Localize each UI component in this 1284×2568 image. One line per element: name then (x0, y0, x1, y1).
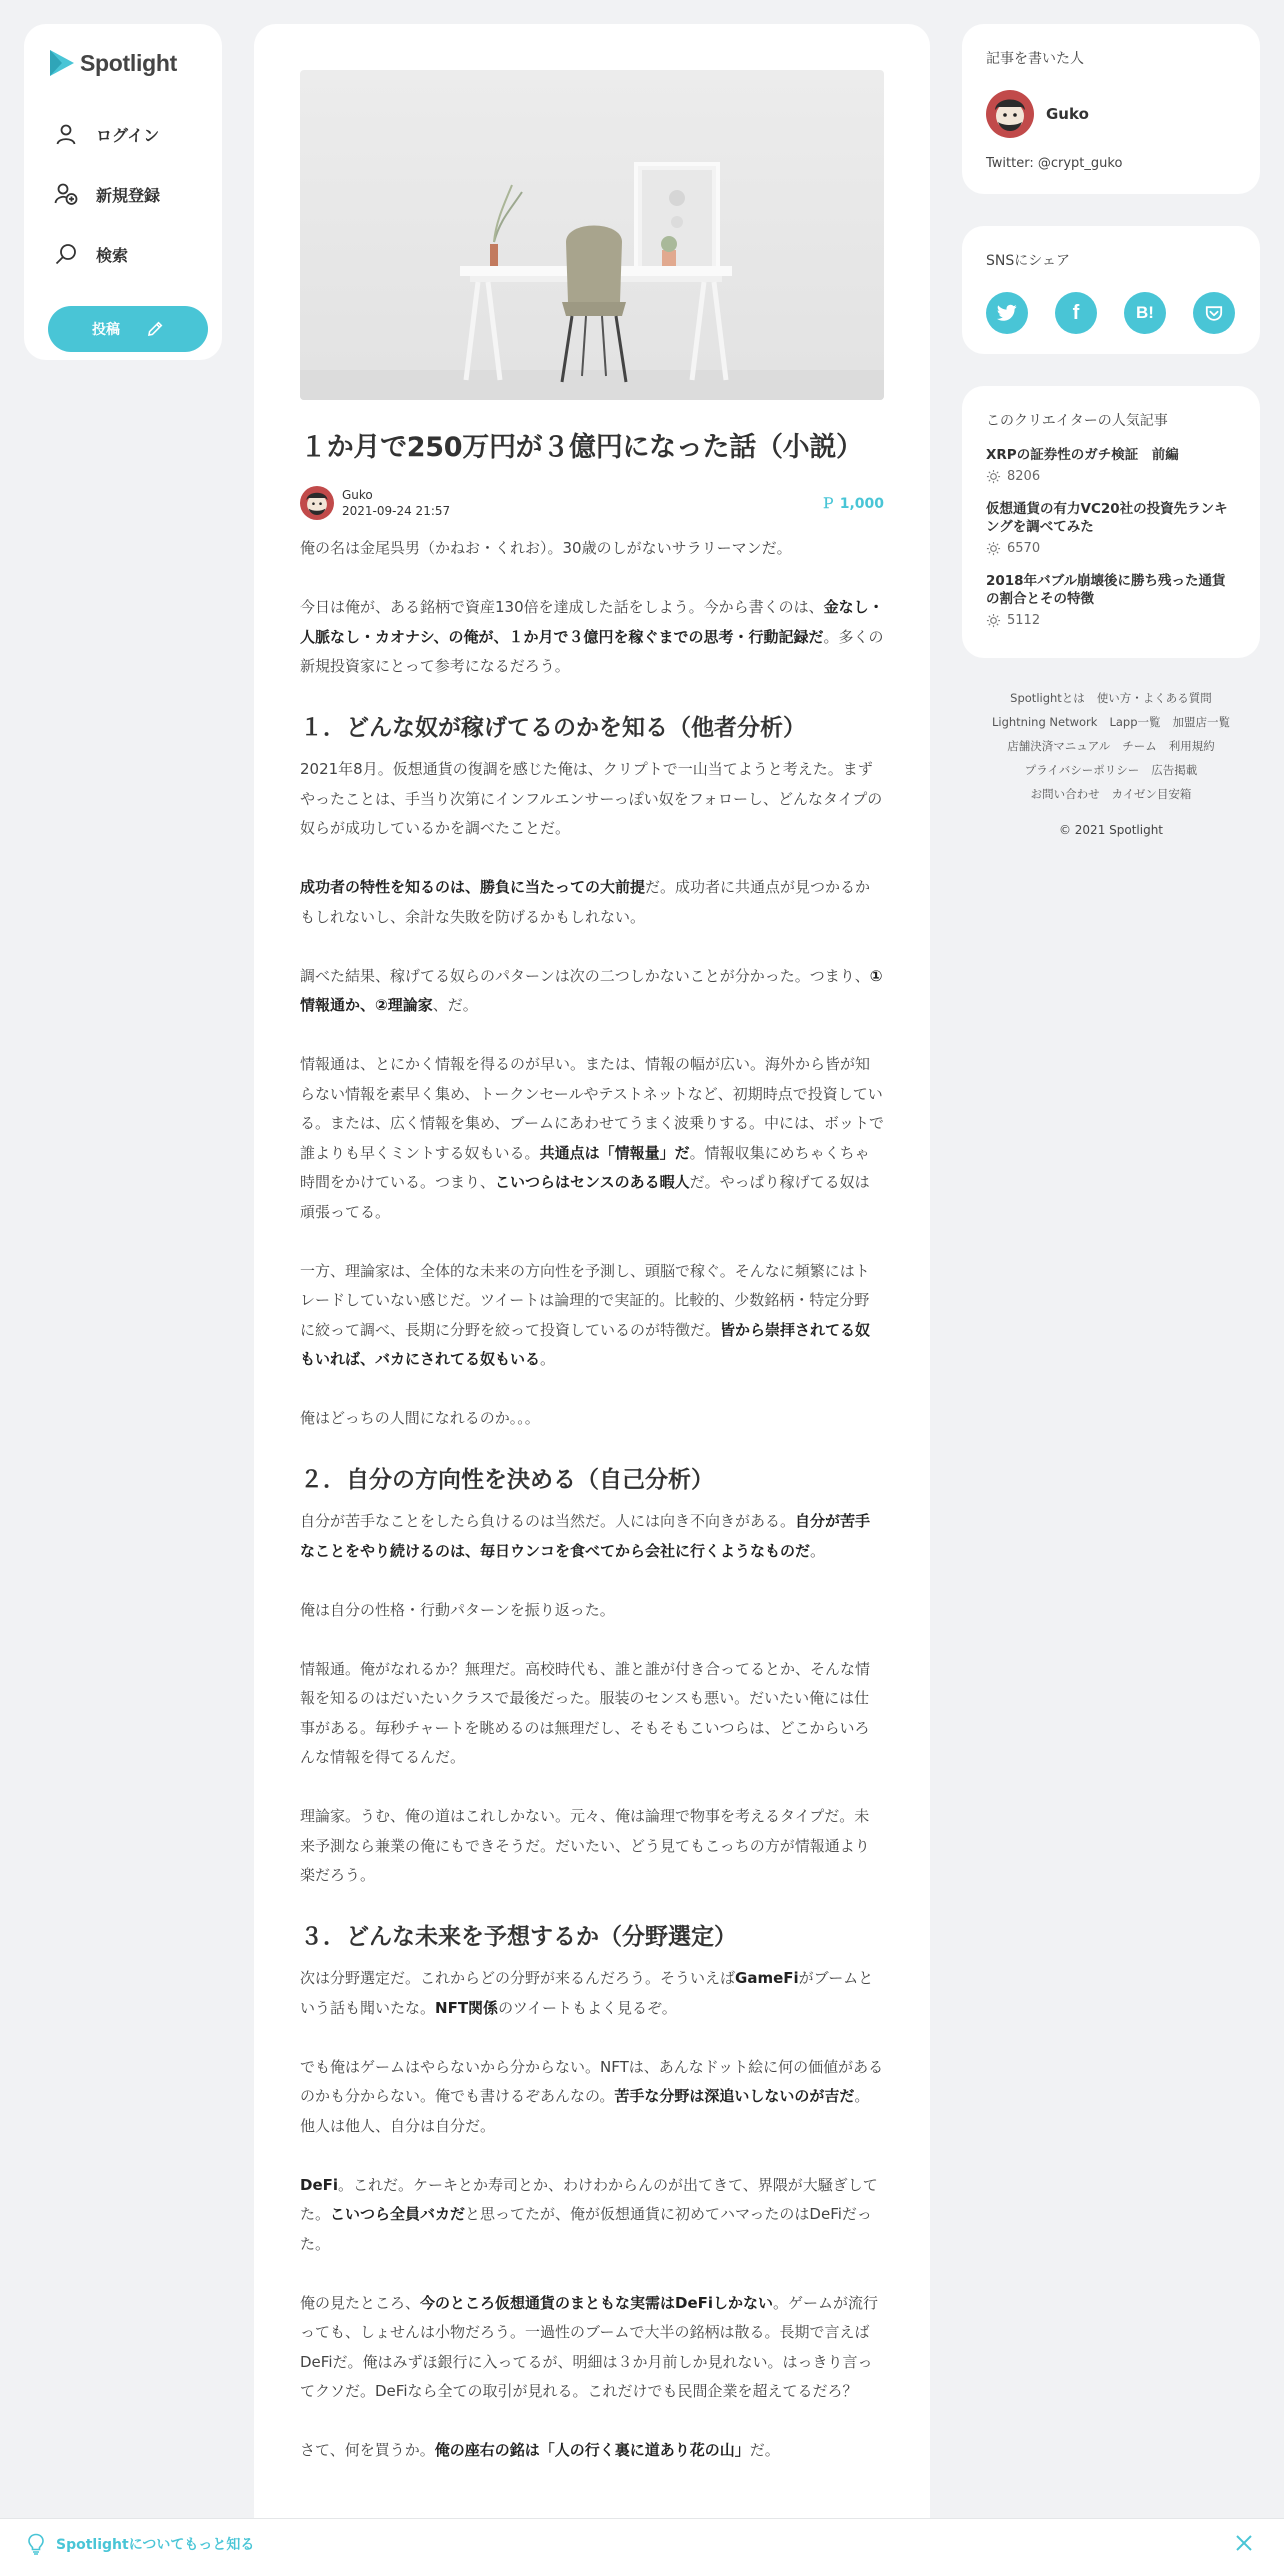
paragraph: 成功者の特性を知るのは、勝負に当たっての大前提だ。成功者に共通点が見つかるかもしれないし、余計な失敗を防げるかもしれない。 (300, 878, 871, 926)
author-name[interactable]: Guko (1046, 105, 1089, 123)
bottom-banner (0, 2518, 1284, 2568)
popular-article-title[interactable]: 仮想通貨の有力VC20社の投資先ランキングを調べてみた (986, 501, 1228, 535)
author-name-small[interactable]: Guko (342, 488, 373, 502)
footer-link[interactable]: チーム (1122, 739, 1157, 753)
article-content (300, 400, 884, 2495)
footer-link[interactable]: プライバシーポリシー (1024, 763, 1140, 777)
popular-article-count: 8206 (1007, 469, 1041, 484)
paragraph: 情報通。俺がなれるか？無理だ。高校時代も、誰と誰が付き合ってるとか、そんな情報を知るのはだいたいクラスで最後だった。服装のセンスも悪い。だいたい俺には仕事がある。毎秒チャートを眺めるのは無理だし、そもそもこいつらは、どこからいろんな情報を得てるんだ。 (300, 1659, 871, 1766)
nav-search-label: 検索 (96, 245, 129, 265)
author-avatar[interactable] (300, 486, 334, 520)
section-heading-2: ２．自分の方向性を決める（自己分析） (300, 1467, 714, 1493)
footer-link[interactable]: Lapp一覧 (1109, 715, 1161, 729)
footer-link[interactable]: 広告掲載 (1151, 763, 1198, 777)
popular-article-item[interactable] (986, 500, 1236, 556)
spotlight-logo[interactable] (48, 46, 198, 80)
article-card (254, 24, 930, 2568)
footer-link[interactable]: 使い方・よくある質問 (1096, 691, 1212, 705)
share-buttons (986, 292, 1236, 334)
section-heading-3: ３．どんな未来を予想するか（分野選定） (300, 1924, 737, 1950)
article-meta (300, 486, 884, 520)
spotlight-count-icon (986, 613, 1001, 628)
paragraph: 今日は俺が、ある銘柄で資産130倍を達成した話をしよう。今から書くのは、金なし・人脈なし・カオナシ、の俺が、１か月で３億円を稼ぐまでの思考・行動記録だ。多くの新規投資家にとって参考になるだろう。 (300, 598, 884, 675)
popular-articles-title: このクリエイターの人気記事 (986, 413, 1168, 429)
spotlight-count-icon (986, 541, 1001, 556)
nav-login[interactable] (48, 104, 198, 164)
paragraph: 理論家。うむ、俺の道はこれしかない。元々、俺は論理で物事を考えるタイプだ。未来予測なら兼業の俺にもできそうだ。だいたい、どう見てもこっちの方が情報通より楽だろう。 (300, 1807, 870, 1884)
footer-link[interactable]: 利用規約 (1168, 739, 1215, 753)
learn-more-link[interactable]: Spotlightについてもっと知る (56, 2536, 255, 2553)
paragraph: DeFi。これだ。ケーキとか寿司とか、わけわからんのが出てきて、界隈が大騒ぎしてた。こいつら全員バカだと思ってたが、俺が仮想通貨に初めてハマったのはDeFiだった。 (300, 2175, 878, 2253)
share-card (962, 226, 1260, 354)
popular-article-count: 5112 (1007, 613, 1041, 628)
footer-link[interactable]: Spotlightとは (1010, 691, 1085, 705)
article-title: １か月で250万円が３億円になった話（小説） (300, 432, 863, 463)
popular-article-title[interactable]: 2018年バブル崩壊後に勝ち残った通貨の割合とその特徴 (986, 573, 1226, 607)
paragraph: 一方、理論家は、全体的な未来の方向性を予測し、頭脳で稼ぐ。そんなに頻繁にはトレードしていない感じだ。ツイートは論理的で実証的。比較的、少数銘柄・特定分野に絞って調べ、長期に分野を絞って投資しているのが特徴だ。皆から崇拝されてる奴もいれば、バカにされてる奴もいる。 (300, 1261, 871, 1368)
paragraph: さて、何を買うか。俺の座右の銘は「人の行く裏に道あり花の山」だ。 (300, 2441, 780, 2459)
paragraph: でも俺はゲームはやらないから分からない。NFTは、あんなドット絵に何の価値があるのかも分からない。俺でも書けるぞあんなの。苦手な分野は深追いしないのが吉だ。他人は他人、自分は自分だ。 (300, 2057, 884, 2135)
nav-signup-label: 新規登録 (96, 185, 161, 205)
paragraph: 次は分野選定だ。これからどの分野が来るんだろう。そういえばGameFiがブームという話も聞いたな。NFT関係のツイートもよく見るぞ。 (300, 1969, 874, 2017)
person-add-icon (54, 182, 78, 206)
spotlight-count-icon (986, 469, 1001, 484)
lightbulb-icon (26, 2533, 46, 2555)
person-icon (54, 122, 78, 146)
article-hero-image (300, 70, 884, 400)
paragraph: 俺は自分の性格・行動パターンを振り返った。 (300, 1600, 615, 1619)
author-avatar-large[interactable] (986, 90, 1034, 138)
article-price: Ｐ 1,000 (820, 496, 884, 512)
footer-link[interactable]: カイゼン目安箱 (1111, 787, 1192, 801)
footer-link[interactable]: Lightning Network (991, 715, 1098, 729)
author-card-title: 記事を書いた人 (986, 51, 1084, 67)
footer-link[interactable]: お問い合わせ (1030, 787, 1100, 801)
popular-article-title[interactable]: XRPの証券性のガチ検証 前編 (986, 447, 1179, 463)
facebook-icon: f (1072, 301, 1080, 324)
pocket-icon (1205, 305, 1223, 322)
site-footer (962, 686, 1260, 842)
post-button-label: 投稿 (92, 322, 120, 338)
spotlight-logo-icon (48, 48, 76, 78)
left-nav (24, 24, 222, 360)
paragraph: 俺はどっちの人間になれるのか。。。 (300, 1409, 540, 1427)
article-body (300, 534, 884, 2466)
search-icon (54, 242, 78, 266)
hatena-icon: B! (1136, 303, 1154, 322)
popular-article-item[interactable] (986, 446, 1236, 484)
paragraph: 自分が苦手なことをしたら負けるのは当然だ。人には向き不向きがある。自分が苦手なことをやり続けるのは、毎日ウンコを食べてから会社に行くようなものだ。 (300, 1512, 871, 1560)
article-date: 2021-09-24 21:57 (342, 504, 451, 518)
author-row[interactable] (986, 90, 1236, 138)
popular-article-count: 6570 (1007, 541, 1041, 556)
author-twitter[interactable]: Twitter: @crypt_guko (986, 156, 1123, 171)
popular-articles-card (962, 386, 1260, 658)
nav-login-label: ログイン (96, 125, 160, 145)
pencil-icon (146, 320, 164, 338)
logo-text: Spotlight (80, 49, 177, 76)
paragraph: 2021年8月。仮想通貨の復調を感じた俺は、クリプトで一山当てようと考えた。まずやったことは、手当り次第にインフルエンサーっぽい奴をフォローし、どんなタイプの奴らが成功しているかを調べたことだ。 (300, 760, 883, 837)
paragraph: 俺の見たところ、今のところ仮想通貨のまともな実需はDeFiしかない。ゲームが流行っても、しょせんは小物だろう。一過性のブームで大半の銘柄は散る。長期で言えばDeFiだ。俺はみずほ銀行に入ってるが、明細は３か月前しか見れない。はっきり言ってクソだ。DeFiなら全ての取引が見れる。これだけでも民間企業を超えてるだろ？ (300, 2293, 879, 2400)
footer-link[interactable]: 店舗決済マニュアル (1007, 739, 1111, 753)
pocket-share-button[interactable] (1193, 292, 1235, 334)
twitter-share-button[interactable] (986, 292, 1028, 334)
popular-article-item[interactable] (986, 572, 1236, 628)
twitter-icon (997, 304, 1017, 322)
paragraph: 俺の名は金尾呉男（かねお・くれお）。30歳のしがないサラリーマンだ。 (300, 539, 792, 557)
nav-search[interactable] (48, 224, 198, 284)
hatena-share-button[interactable] (1124, 292, 1166, 334)
copyright: © 2021 Spotlight (1058, 823, 1164, 837)
nav-signup[interactable] (48, 164, 198, 224)
section-heading-1: １．どんな奴が稼げてるのかを知る（他者分析） (300, 715, 806, 741)
footer-link[interactable]: 加盟店一覧 (1172, 715, 1230, 729)
close-icon[interactable] (1234, 2533, 1254, 2553)
share-card-title: SNSにシェア (986, 253, 1070, 269)
paragraph: 情報通は、とにかく情報を得るのが早い。または、情報の幅が広い。海外から皆が知らない情報を素早く集め、トークンセールやテストネットなど、初期時点で投資している。または、広く情報を集め、ブームにあわせてうまく波乗りする。中には、ボットで誰よりも早くミントする奴もいる。共通点は「情報量」だ。情報収集にめちゃくちゃ時間をかけている。つまり、こいつらはセンスのある暇人だ。やっぱり稼げてる奴は頑張ってる。 (300, 1055, 884, 1221)
paragraph: 調べた結果、稼げてる奴らのパターンは次の二つしかないことが分かった。つまり、①情報通か、②理論家、だ。 (300, 966, 883, 1014)
facebook-share-button[interactable] (1055, 292, 1097, 334)
post-button[interactable] (48, 306, 208, 352)
author-card (962, 24, 1260, 194)
